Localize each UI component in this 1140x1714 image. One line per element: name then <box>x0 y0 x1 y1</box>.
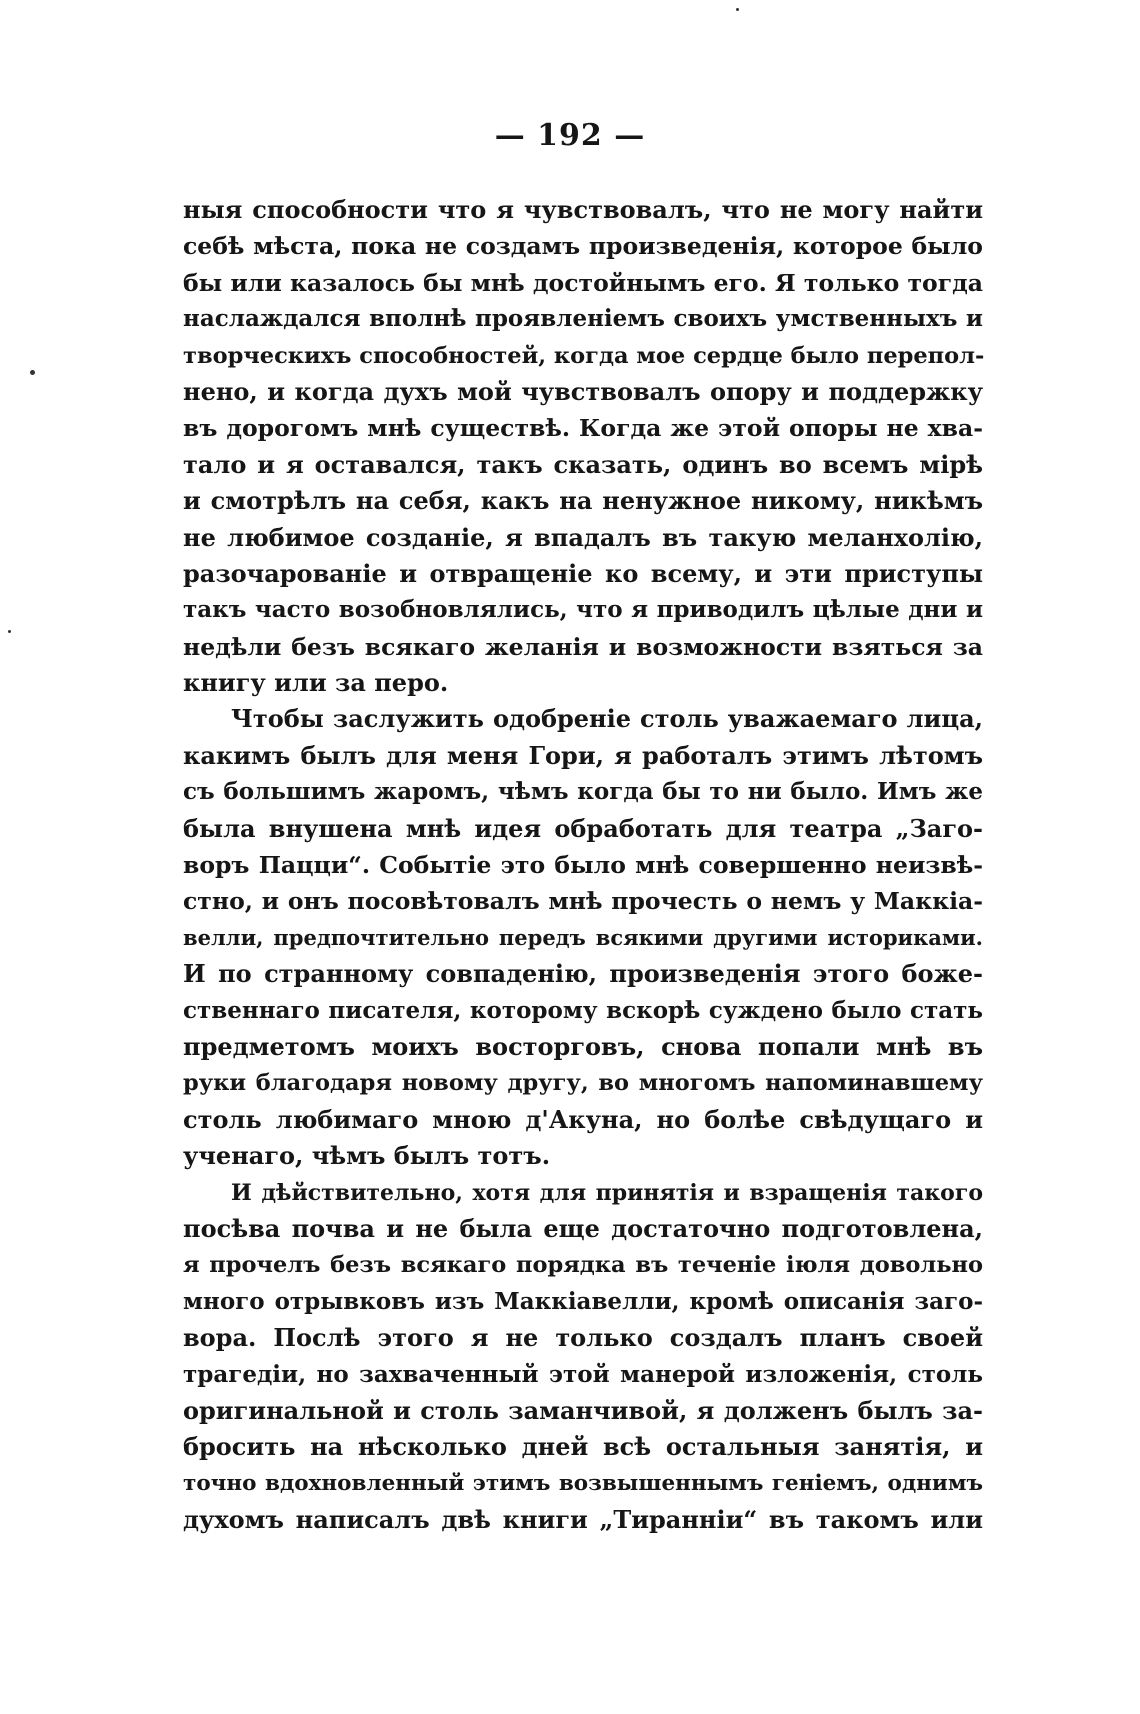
text-line: ныя способности что я чувствовалъ, что не могу найти <box>183 195 983 224</box>
text-line: творческихъ способностей, когда мое сердце было перепол- <box>183 342 985 369</box>
text-line: въ дорогомъ мнѣ существѣ. Когда же этой опоры не хва- <box>183 414 983 443</box>
text-line: ственнаго писателя, которому вскорѣ суждено было стать <box>183 996 983 1024</box>
text-line: И по странному совпаденію, произведенія этого боже- <box>183 959 983 989</box>
text-line: оригинальной и столь заманчивой, я долженъ былъ за- <box>183 1395 983 1425</box>
scan-speck <box>8 630 11 633</box>
text-line: столь любимаго мною д'Акуна, но болѣе свѣдущаго и <box>183 1104 983 1134</box>
page-number: — 192 — <box>494 118 646 153</box>
text-line: книгу или за перо. <box>183 668 449 698</box>
scan-speck <box>736 8 739 11</box>
text-line: много отрывковъ изъ Маккіавелли, кромѣ описанія заго- <box>183 1287 983 1315</box>
text-line: ученаго, чѣмъ былъ тотъ. <box>183 1141 551 1171</box>
text-line: и смотрѣлъ на себя, какъ на ненужное никому, никѣмъ <box>183 486 983 516</box>
paragraph-3 <box>183 1175 983 1539</box>
text-line: разочарованіе и отвращеніе ко всему, и эти приступы <box>183 558 983 588</box>
paragraph-1 <box>183 192 983 701</box>
text-line: воръ Пацци“. Событіе это было мнѣ совершенно неизвѣ- <box>183 851 983 880</box>
text-line: я прочелъ безъ всякаго порядка въ теченіе іюля довольно <box>183 1252 983 1279</box>
text-line: стно, и онъ посовѣтовалъ мнѣ прочесть о немъ у Маккіа- <box>183 887 983 916</box>
text-line: нено, и когда духъ мой чувствовалъ опору и поддержку <box>183 376 983 406</box>
text-line: не любимое созданіе, я впадалъ въ такую меланхолію, <box>183 522 983 552</box>
text-line: И дѣйствительно, хотя для принятія и взращенія такого <box>231 1179 983 1206</box>
body-text <box>183 192 983 1538</box>
text-line: такъ часто возобновлялись, что я приводилъ цѣлые дни и <box>183 596 983 624</box>
scan-speck <box>30 370 35 375</box>
text-line: наслаждался вполнѣ проявленіемъ своихъ умственныхъ и <box>183 305 983 333</box>
text-line: трагедіи, но захваченный этой манерой изложенія, столь <box>183 1360 983 1388</box>
text-line: велли, предпочтительно передъ всякими другими историками. <box>183 924 983 950</box>
text-line: себѣ мѣста, пока не создамъ произведенія, которое было <box>183 232 983 261</box>
text-line: недѣли безъ всякаго желанія и возможности взяться за <box>183 632 983 661</box>
text-line: была внушена мнѣ идея обработать для театра „Заго- <box>183 813 983 843</box>
text-line: какимъ былъ для меня Гори, я работалъ этимъ лѣтомъ <box>183 740 983 770</box>
text-line: Чтобы заслужить одобреніе столь уважаемаго лица, <box>231 704 983 734</box>
paragraph-2 <box>183 701 983 1174</box>
text-line: точно вдохновленный этимъ возвышеннымъ геніемъ, однимъ <box>183 1470 983 1496</box>
text-line: съ большимъ жаромъ, чѣмъ когда бы то ни было. Имъ же <box>183 778 983 806</box>
text-line: посѣва почва и не была еще достаточно подготовлена, <box>183 1213 983 1243</box>
text-line: духомъ написалъ двѣ книги „Тиранніи“ въ такомъ или <box>183 1505 983 1535</box>
text-line: бросить на нѣсколько дней всѣ остальныя занятія, и <box>183 1432 983 1462</box>
text-line: руки благодаря новому другу, во многомъ напоминавшему <box>183 1070 983 1097</box>
text-line: тало и я оставался, такъ сказать, одинъ во всемъ мірѣ <box>183 449 983 479</box>
text-line: вора. Послѣ этого я не только создалъ планъ своей <box>183 1323 983 1353</box>
text-line: бы или казалось бы мнѣ достойнымъ его. Я только тогда <box>183 268 983 297</box>
text-line: предметомъ моихъ восторговъ, снова попали мнѣ въ <box>183 1031 983 1061</box>
